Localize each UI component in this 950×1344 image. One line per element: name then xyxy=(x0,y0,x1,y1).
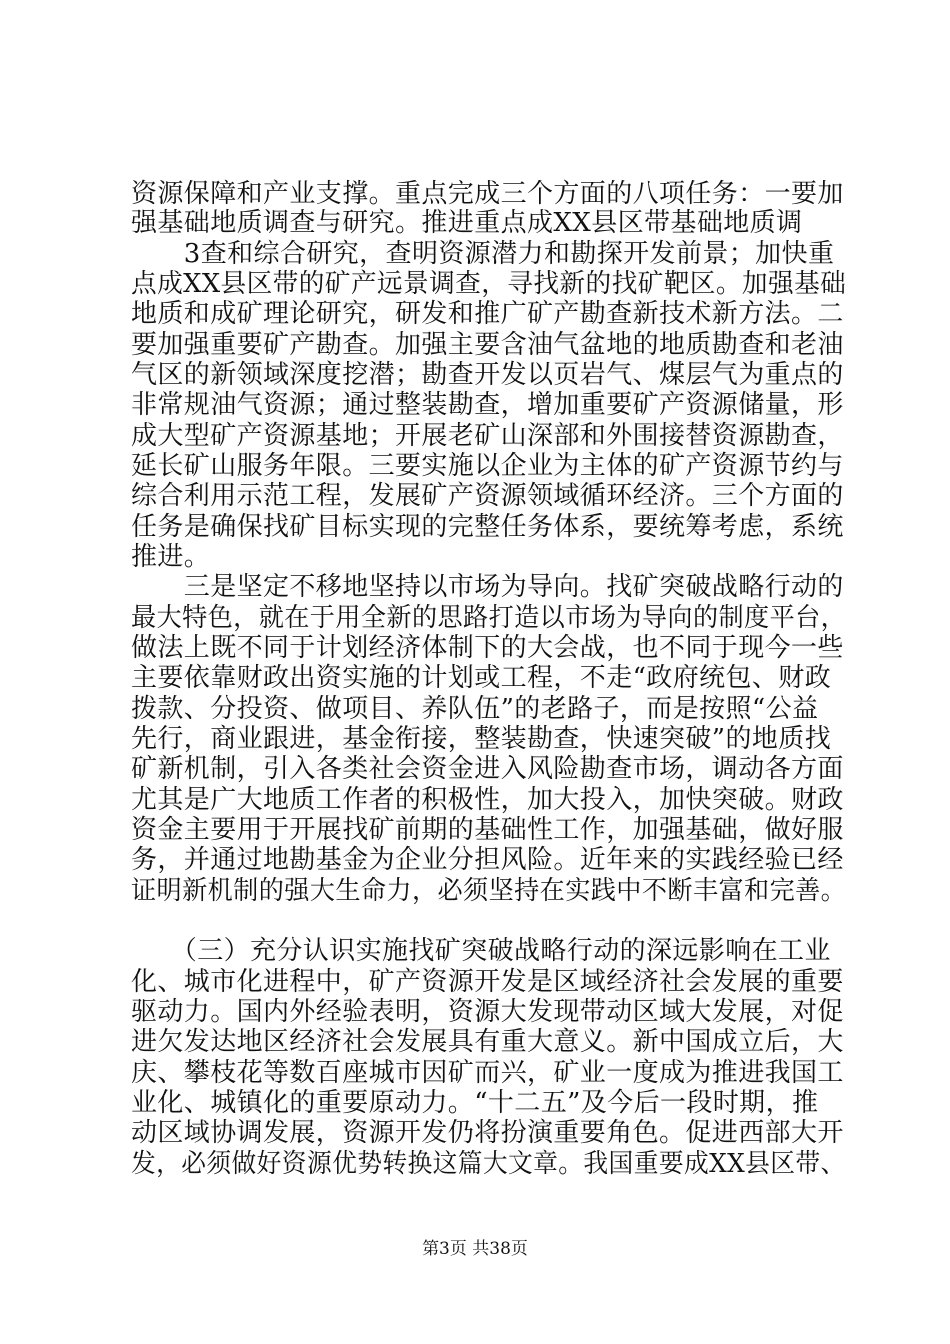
text-line: 非常规油气资源；通过整装勘查，增加重要矿产资源储量，形 xyxy=(131,390,844,420)
text-line: 气区的新领域深度挖潜；勘查开发以页岩气、煤层气为重点的 xyxy=(131,360,844,390)
text-line: 点成XX县区带的矿产远景调查，寻找新的找矿靶区。加强基础 xyxy=(131,269,847,299)
text-line: 尤其是广大地质工作者的积极性，加大投入，加快突破。财政 xyxy=(131,785,844,815)
text-line: 进欠发达地区经济社会发展具有重大意义。新中国成立后，大 xyxy=(131,1027,844,1057)
text-line: 证明新机制的强大生命力，必须坚持在实践中不断丰富和完善。 xyxy=(131,876,847,906)
page-number-footer: 第3页 共38页 xyxy=(422,1239,528,1259)
text-line: 拨款、分投资、做项目、养队伍”的老路子，而是按照“公益 xyxy=(131,694,819,724)
text-line: 延长矿山服务年限。三要实施以企业为主体的矿产资源节约与 xyxy=(131,451,844,481)
text-line: 业化、城镇化的重要原动力。“十二五”及今后一段时期，推 xyxy=(131,1088,819,1118)
text-line: 动区域协调发展，资源开发仍将扮演重要角色。促进西部大开 xyxy=(131,1118,844,1148)
text-line: 三是坚定不移地坚持以市场为导向。找矿突破战略行动的 xyxy=(131,572,844,602)
text-line: 要加强重要矿产勘查。加强主要含油气盆地的地质勘查和老油 xyxy=(131,330,844,360)
text-line: 成大型矿产资源基地；开展老矿山深部和外围接替资源勘查， xyxy=(131,421,844,451)
text-line: 强基础地质调查与研究。推进重点成XX县区带基础地质调 xyxy=(131,208,803,238)
text-line: 庆、攀枝花等数百座城市因矿而兴，矿业一度成为推进我国工 xyxy=(131,1058,844,1088)
text-line: 综合利用示范工程，发展矿产资源领域循环经济。三个方面的 xyxy=(131,481,844,511)
text-line: 3查和综合研究，查明资源潜力和勘探开发前景；加快重 xyxy=(131,239,835,269)
text-line: 任务是确保找矿目标实现的完整任务体系，要统筹考虑，系统 xyxy=(131,512,844,542)
text-line: 化、城市化进程中，矿产资源开发是区域经济社会发展的重要 xyxy=(131,967,844,997)
text-line: 地质和成矿理论研究，研发和推广矿产勘查新技术新方法。二 xyxy=(131,299,844,329)
text-line: 资金主要用于开展找矿前期的基础性工作，加强基础，做好服 xyxy=(131,815,844,845)
text-line: 最大特色，就在于用全新的思路打造以市场为导向的制度平台， xyxy=(131,603,847,633)
text-line: 主要依靠财政出资实施的计划或工程，不走“政府统包、财政 xyxy=(131,663,832,693)
text-line: 资源保障和产业支撑。重点完成三个方面的八项任务：一要加 xyxy=(131,179,844,209)
text-line: 务，并通过地勘基金为企业分担风险。近年来的实践经验已经 xyxy=(131,845,844,875)
text-line: 推进。 xyxy=(131,542,211,572)
text-line: （三）充分认识实施找矿突破战略行动的深远影响在工业 xyxy=(131,936,831,966)
text-line: 驱动力。国内外经验表明，资源大发现带动区域大发展，对促 xyxy=(131,997,844,1027)
text-line: 先行，商业跟进，基金衔接，整装勘查，快速突破”的地质找 xyxy=(131,724,832,754)
text-line: 做法上既不同于计划经济体制下的大会战，也不同于现今一些 xyxy=(131,633,844,663)
text-line: 矿新机制，引入各类社会资金进入风险勘查市场，调动各方面 xyxy=(131,754,844,784)
text-line: 发，必须做好资源优势转换这篇大文章。我国重要成XX县区带、 xyxy=(131,1149,846,1179)
